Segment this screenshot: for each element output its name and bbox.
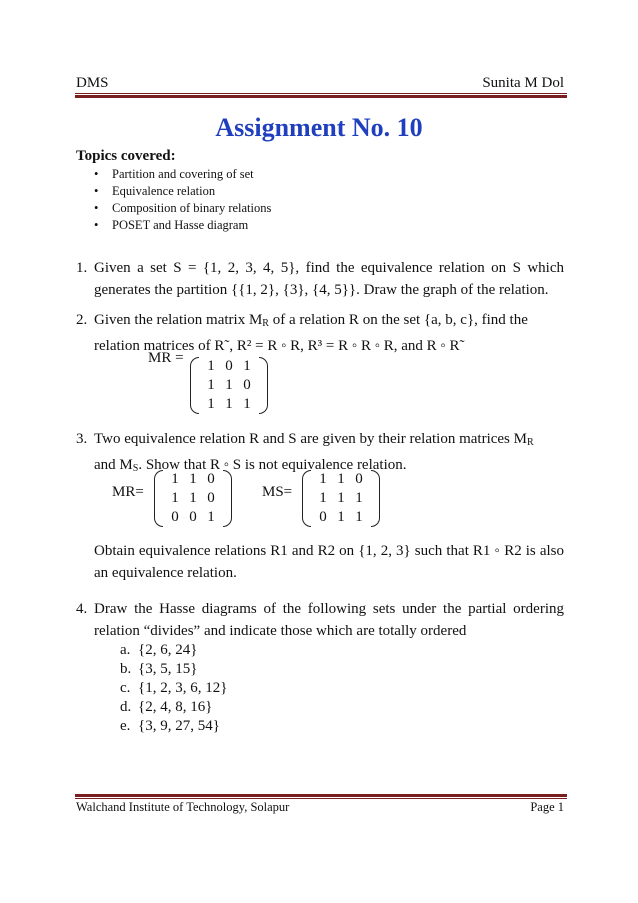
list-item: b. {3, 5, 15} [120,661,198,677]
header-author: Sunita M Dol [482,75,564,91]
topic-item: • Equivalence relation [94,183,271,200]
header-divider [75,93,567,98]
matrix-label-mr: MR = [148,350,184,366]
question-4 [76,598,564,642]
footer-page-number: Page 1 [530,800,564,814]
question-text-line2: relation matrices of R˜, R² = R ◦ R, R³ = R ◦ R ◦ R, and R ◦ R˜ [94,338,465,354]
topics-list [94,166,271,234]
question-number: 1. [76,260,88,276]
matrix-mr: 1 0 1 1 1 0 1 1 1 [190,357,268,414]
topic-item: • POSET and Hasse diagram [94,217,271,234]
question-3-part-2 [94,540,564,584]
question-text: Given a set S = {1, 2, 3, 4, 5}, find the equivalence relation on S which generates the partition {{1, 2}, {3}, {4, 5}}. Draw the graph of the relation. [94,260,564,298]
footer-divider [75,794,567,799]
page-title: Assignment No. 10 [215,113,423,142]
question-number: 4. [76,601,88,617]
question-text: Obtain equivalence relations R1 and R2 on {1, 2, 3} such that R1 ◦ R2 is also an equivalence relation. [94,543,564,581]
topics-heading: Topics covered: [76,148,176,164]
matrix-label-mr: MR= [112,484,144,500]
topic-item: • Composition of binary relations [94,200,271,217]
list-item: d. {2, 4, 8, 16} [120,699,213,715]
question-text-line2: and $M_S$. Show that R ◦ S is not equivalence relation. [94,457,407,474]
header-course: DMS [76,75,109,91]
topic-item: • Partition and covering of set [94,166,271,183]
question-text-line1: Two equivalence relation R and S are given by their relation matrices $M_R$ [94,431,534,448]
matrix-mr: 1 1 0 1 1 0 0 0 1 [154,470,232,527]
list-item: c. {1, 2, 3, 6, 12} [120,680,228,696]
question-4-options [120,641,227,736]
question-number: 2. [76,312,88,328]
footer-institute: Walchand Institute of Technology, Solapur [76,800,290,814]
matrix-ms: 1 1 0 1 1 1 0 1 1 [302,470,380,527]
list-item: a. {2, 6, 24} [120,642,198,658]
matrix-label-ms: MS= [262,484,293,500]
list-item: e. {3, 9, 27, 54} [120,718,220,734]
question-text-line1: Given the relation matrix $M_R$ of a relation R on the set {a, b, c}, find the [94,312,528,329]
question-1 [76,257,564,301]
question-text: Draw the Hasse diagrams of the following sets under the partial ordering relation “divides” and indicate those which are totally ordered [94,601,564,639]
question-number: 3. [76,431,88,447]
